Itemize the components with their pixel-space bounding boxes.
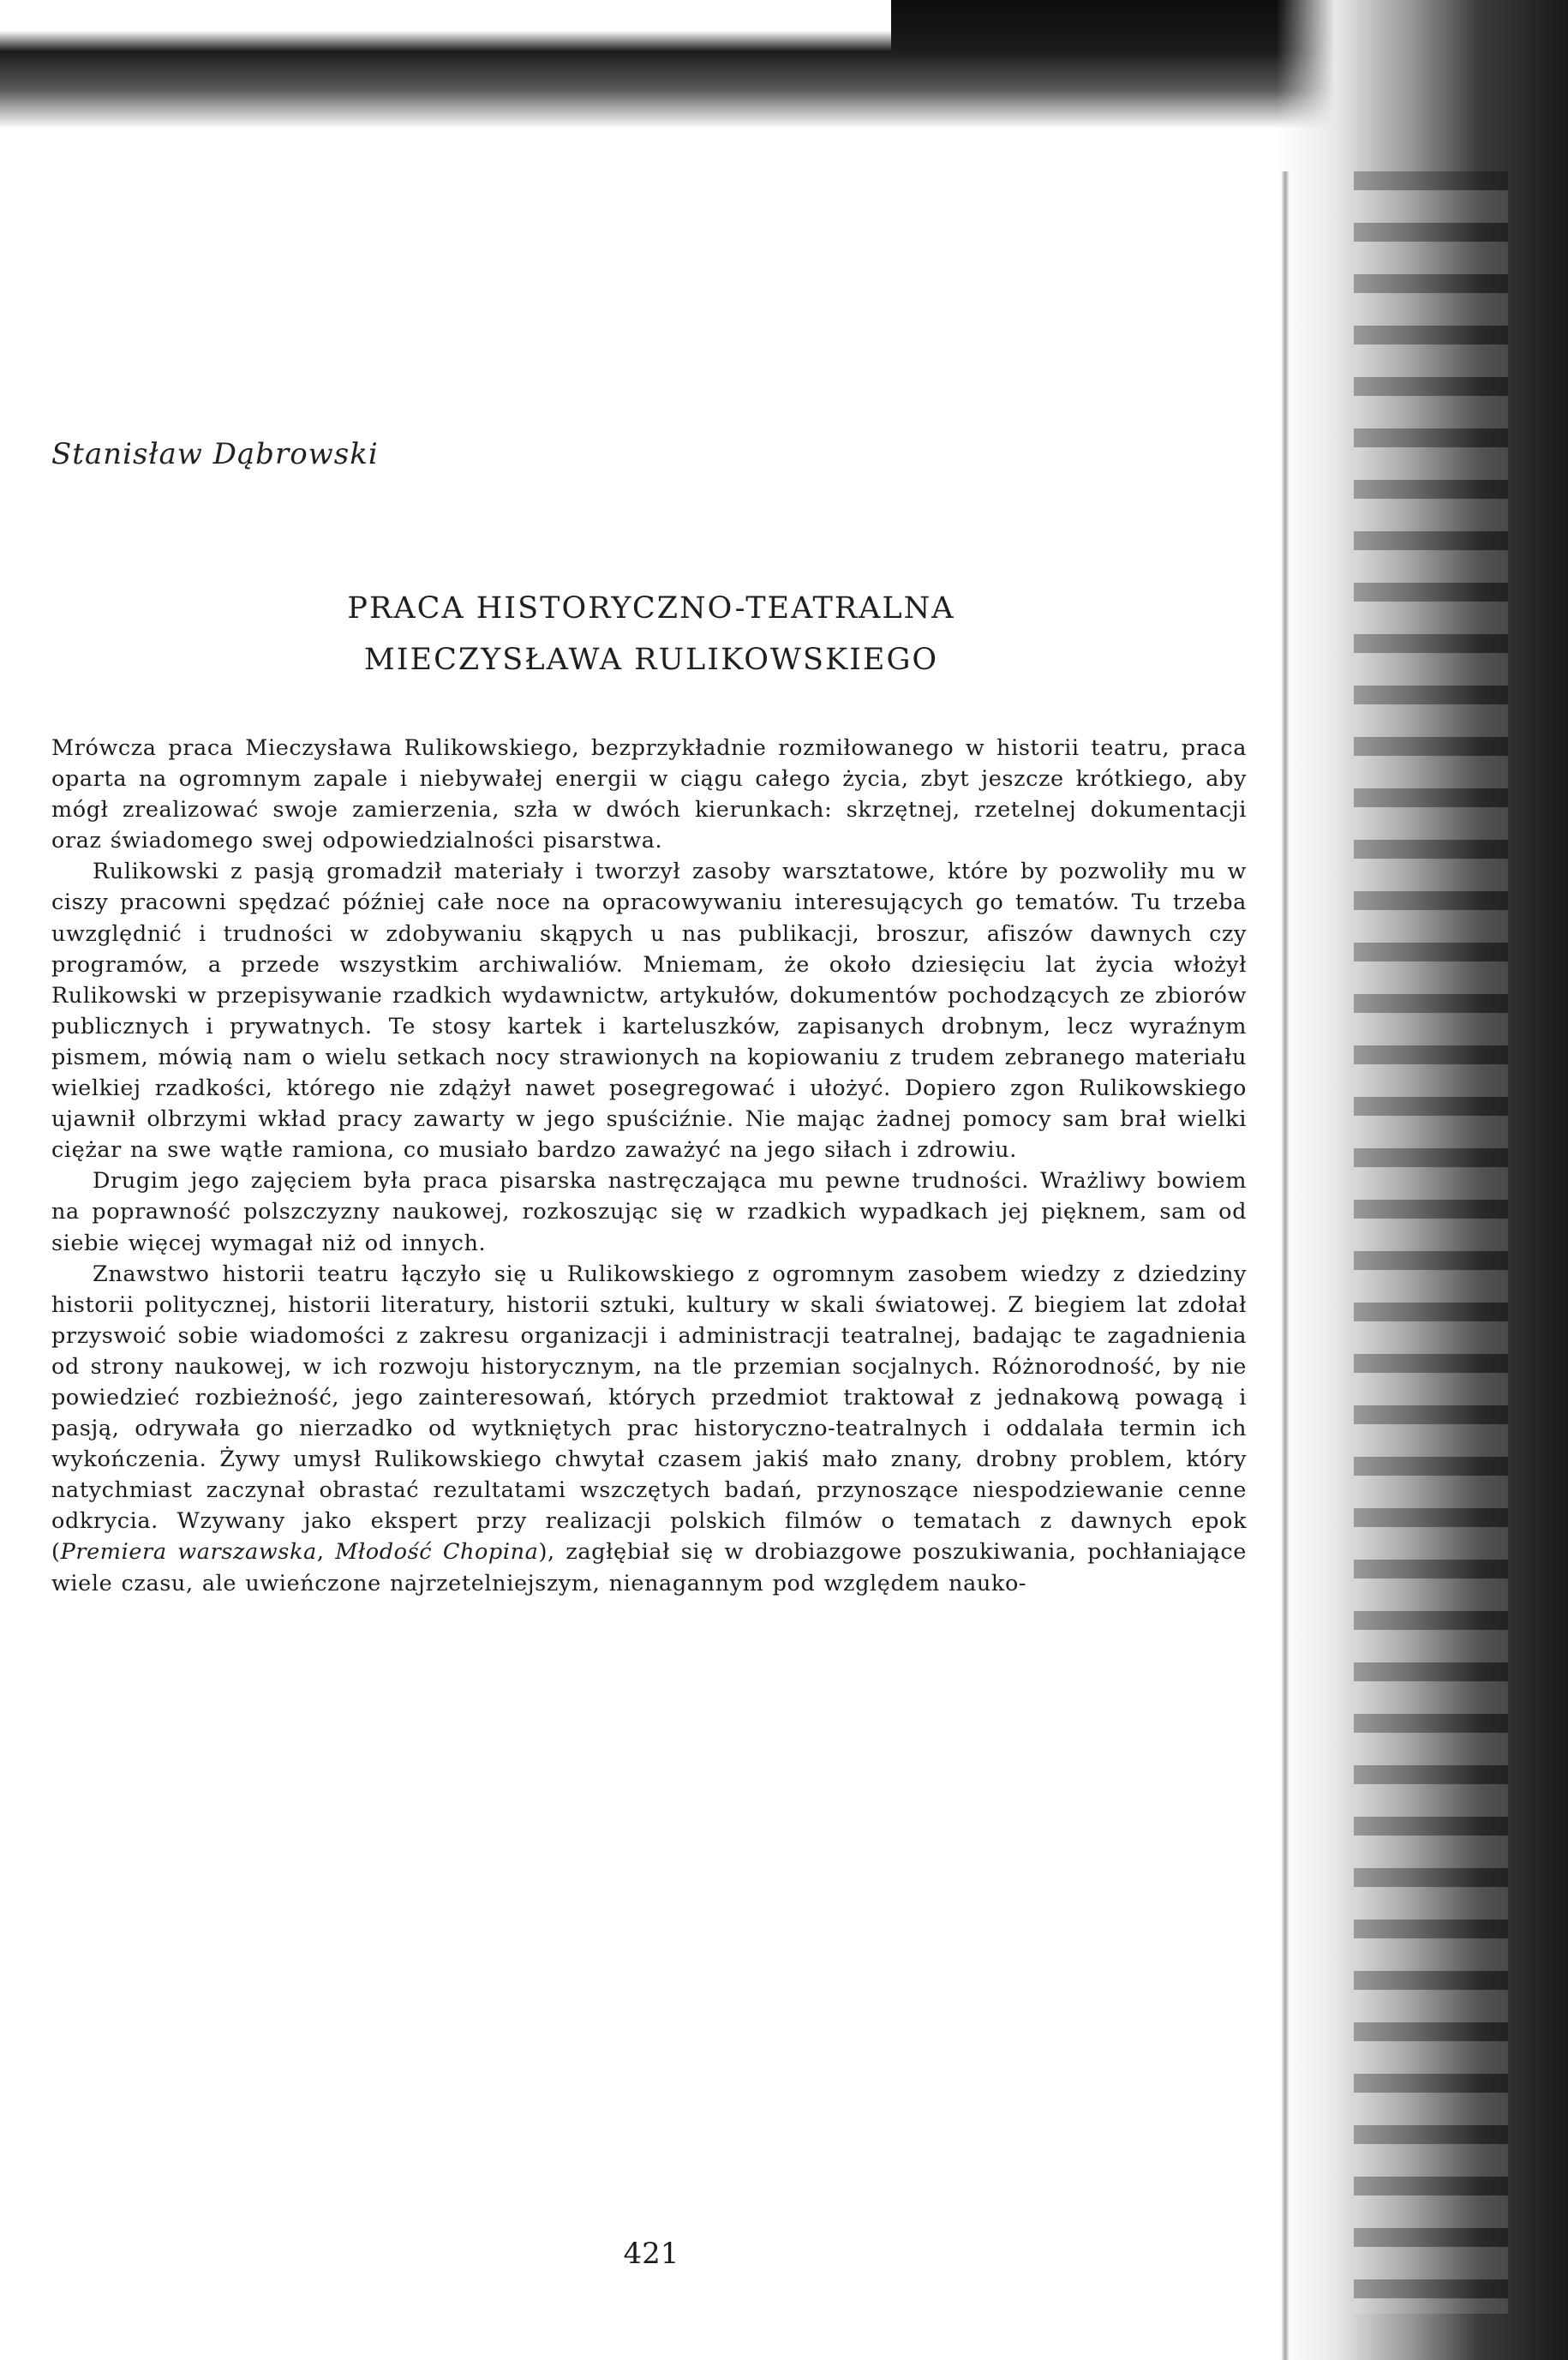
article-body bbox=[51, 733, 1247, 1599]
page-number: 421 bbox=[623, 2237, 679, 2271]
author-name: Stanisław Dąbrowski bbox=[51, 437, 379, 471]
scan-border-right-texture bbox=[1354, 171, 1508, 2314]
paragraph-4 bbox=[51, 1259, 1247, 1599]
document-page bbox=[51, 0, 1251, 2360]
article-title-line-2: MIECZYSŁAWA RULIKOWSKIEGO bbox=[363, 643, 939, 677]
film-separator: , bbox=[316, 1539, 336, 1566]
article-title-line-1: PRACA HISTORYCZNO-TEATRALNA bbox=[347, 591, 955, 626]
scan-page-edge-shadow bbox=[1281, 171, 1290, 2360]
paragraph-3: Drugim jego zajęciem była praca pisarska nastręczająca mu pewne trudności. Wrażliwy bowiem na poprawność polszczyzny naukowej, rozkoszując się w rzadkich wypadkach jej pięknem, sam od siebie więcej wymagał niż od innych. bbox=[51, 1168, 1247, 1256]
paragraph-2: Rulikowski z pasją gromadził materiały i tworzył zasoby warsztatowe, które by pozwoliły mu w ciszy pracowni spędzać później całe noce na opracowywaniu interesujących go tematów. Tu trzeba uwzględnić i trudności w zdobywaniu skąpych u nas publikacji, broszur, afiszów dawnych czy programów, a przede wszystkim archiwaliów. Mniemam, że około dziesięciu lat życia włożył Rulikowski w przepisywanie rzadkich wydawnictw, artykułów, dokumentów pochodzących ze zbiorów publicznych i prywatnych. Te stosy kartek i karteluszków, zapisanych drobnym, lecz wyraźnym pismem, mówią nam o wielu setkach nocy strawionych na kopiowaniu z trudem zebranego materiału wielkiej rzadkości, którego nie zdążył nawet posegregować i ułożyć. Dopiero zgon Rulikowskiego ujawnił olbrzymi wkład pracy zawarty w jego spuściźnie. Nie mając żadnej pomocy sam brał wielki ciężar na swe wątłe ramiona, co musiało bardzo zaważyć na jego siłach i zdrowiu. bbox=[51, 859, 1247, 1164]
paragraph-1: Mrówcza praca Mieczysława Rulikowskiego, bezprzykładnie rozmiłowanego w historii teatru, praca oparta na ogromnym zapale i niebywałej energii w ciągu całego życia, zbyt jeszcze krótkiego, aby mógł zrealizować swoje zamierzenia, szła w dwóch kierunkach: skrzętnej, rzetelnej dokumentacji oraz świadomego swej odpowiedzialności pisarstwa. bbox=[51, 735, 1247, 854]
film-title-2: Młodość Chopina bbox=[335, 1539, 539, 1566]
film-title-1: Premiera warszawska bbox=[60, 1539, 317, 1566]
paragraph-4-text: Znawstwo historii teatru łączyło się u Rulikowskiego z ogromnym zasobem wiedzy z dziedziny historii politycznej, historii literatury, historii sztuki, kultury w skali światowej. Z biegiem lat zdołał przyswoić sobie wiadomości z zakresu organizacji i administracji teatralnej, badając te zagadnienia od strony naukowej, w ich rozwoju historycznym, na tle przemian socjalnych. Różnorodność, by nie powiedzieć rozbieżność, jego zainteresowań, których przedmiot traktował z jednakową powagą i pasją, odrywała go nierzadko od wytkniętych prac historyczno-teatralnych i oddalała termin ich wykończenia. Żywy umysł Rulikowskiego chwytał czasem jakiś mało znany, drobny problem, który natychmiast zaczynał obrastać rezultatami wszczętych badań, przynoszące niespodziewanie cenne odkrycia. Wzywany jako ekspert przy realizacji polskich filmów o tematach z dawnych epok ( bbox=[51, 1261, 1247, 1566]
paragraph-4-tail: ), zagłębiał się w drobiazgowe poszukiwania, pochłaniające wiele czasu, ale uwieńczone najrzetelniejszym, nienagannym pod względem nauko- bbox=[51, 1539, 1247, 1596]
